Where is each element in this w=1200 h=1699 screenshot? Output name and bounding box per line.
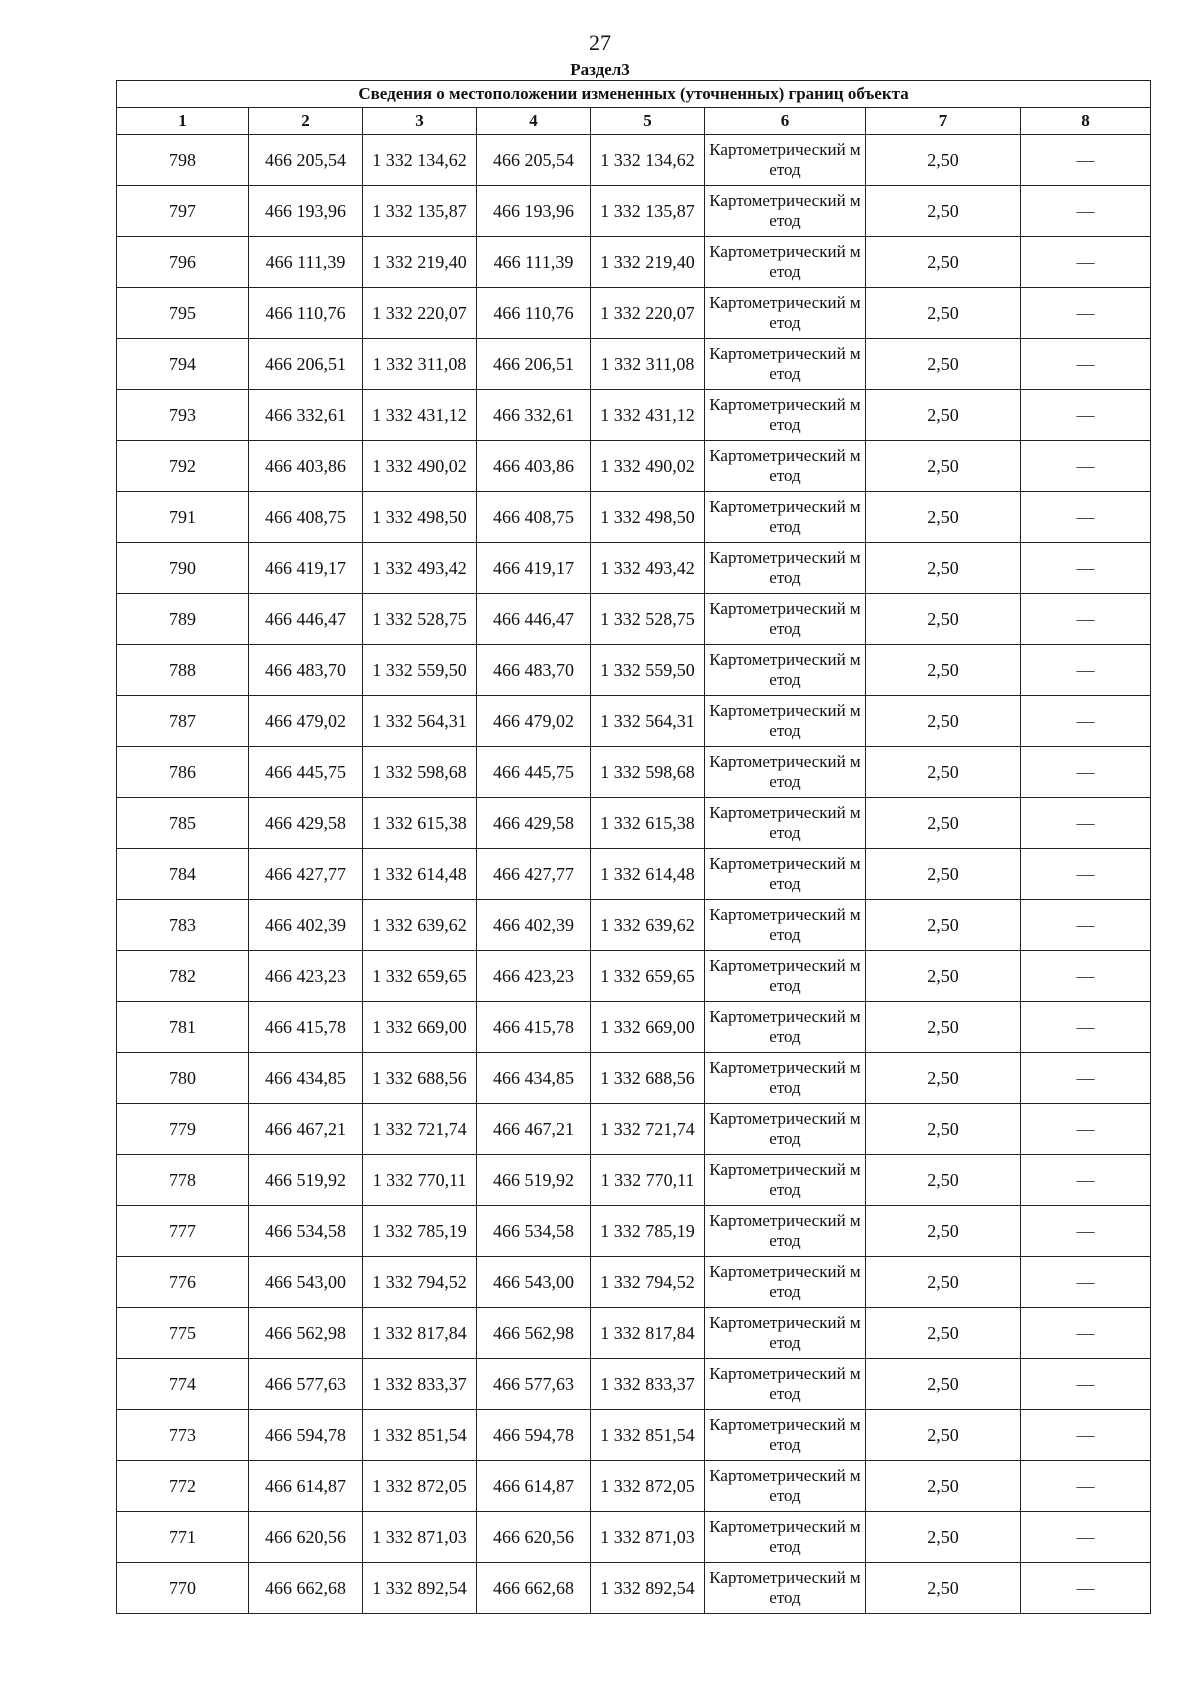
cell-point-number: 787 — [117, 696, 249, 747]
column-header-4: 4 — [477, 108, 591, 135]
cell-y-existing: 1 332 851,54 — [363, 1410, 477, 1461]
table-row — [117, 1002, 1151, 1053]
table-row — [117, 492, 1151, 543]
cell-x-existing: 466 427,77 — [249, 849, 363, 900]
cell-accuracy: 2,50 — [866, 135, 1021, 186]
cell-y-existing: 1 332 614,48 — [363, 849, 477, 900]
cell-method: Картометрический метод — [705, 237, 866, 288]
cell-y-new: 1 332 134,62 — [591, 135, 705, 186]
cell-accuracy: 2,50 — [866, 1308, 1021, 1359]
cell-x-existing: 466 543,00 — [249, 1257, 363, 1308]
cell-point-number: 780 — [117, 1053, 249, 1104]
cell-x-new: 466 479,02 — [477, 696, 591, 747]
cell-x-new: 466 620,56 — [477, 1512, 591, 1563]
table-row — [117, 1104, 1151, 1155]
cell-description: — — [1021, 747, 1151, 798]
cell-y-existing: 1 332 872,05 — [363, 1461, 477, 1512]
cell-method: Картометрический метод — [705, 1512, 866, 1563]
cell-method: Картометрический метод — [705, 696, 866, 747]
cell-accuracy: 2,50 — [866, 1155, 1021, 1206]
cell-accuracy: 2,50 — [866, 288, 1021, 339]
table-row — [117, 441, 1151, 492]
cell-y-new: 1 332 135,87 — [591, 186, 705, 237]
cell-x-existing: 466 479,02 — [249, 696, 363, 747]
cell-y-existing: 1 332 498,50 — [363, 492, 477, 543]
cell-accuracy: 2,50 — [866, 951, 1021, 1002]
cell-point-number: 772 — [117, 1461, 249, 1512]
cell-description: — — [1021, 1359, 1151, 1410]
cell-point-number: 779 — [117, 1104, 249, 1155]
cell-accuracy: 2,50 — [866, 1206, 1021, 1257]
cell-description: — — [1021, 339, 1151, 390]
column-header-row — [117, 108, 1151, 135]
table-row — [117, 951, 1151, 1002]
cell-method: Картометрический метод — [705, 1461, 866, 1512]
cell-description: — — [1021, 849, 1151, 900]
cell-y-existing: 1 332 817,84 — [363, 1308, 477, 1359]
cell-y-new: 1 332 721,74 — [591, 1104, 705, 1155]
cell-method: Картометрический метод — [705, 390, 866, 441]
cell-point-number: 798 — [117, 135, 249, 186]
cell-description: — — [1021, 900, 1151, 951]
coordinates-table — [116, 80, 1151, 1614]
cell-accuracy: 2,50 — [866, 186, 1021, 237]
cell-y-new: 1 332 431,12 — [591, 390, 705, 441]
cell-y-new: 1 332 528,75 — [591, 594, 705, 645]
cell-y-existing: 1 332 770,11 — [363, 1155, 477, 1206]
cell-x-new: 466 543,00 — [477, 1257, 591, 1308]
cell-y-existing: 1 332 892,54 — [363, 1563, 477, 1614]
cell-method: Картометрический метод — [705, 1410, 866, 1461]
cell-description: — — [1021, 390, 1151, 441]
cell-y-new: 1 332 817,84 — [591, 1308, 705, 1359]
cell-x-new: 466 205,54 — [477, 135, 591, 186]
cell-x-new: 466 594,78 — [477, 1410, 591, 1461]
cell-method: Картометрический метод — [705, 288, 866, 339]
cell-accuracy: 2,50 — [866, 594, 1021, 645]
cell-description: — — [1021, 1563, 1151, 1614]
cell-x-existing: 466 403,86 — [249, 441, 363, 492]
cell-description: — — [1021, 1053, 1151, 1104]
cell-y-new: 1 332 688,56 — [591, 1053, 705, 1104]
cell-x-existing: 466 205,54 — [249, 135, 363, 186]
cell-y-new: 1 332 770,11 — [591, 1155, 705, 1206]
cell-point-number: 778 — [117, 1155, 249, 1206]
cell-y-existing: 1 332 220,07 — [363, 288, 477, 339]
table-row — [117, 135, 1151, 186]
cell-accuracy: 2,50 — [866, 390, 1021, 441]
cell-description: — — [1021, 441, 1151, 492]
cell-y-new: 1 332 598,68 — [591, 747, 705, 798]
cell-x-existing: 466 434,85 — [249, 1053, 363, 1104]
cell-accuracy: 2,50 — [866, 339, 1021, 390]
cell-y-existing: 1 332 311,08 — [363, 339, 477, 390]
table-row — [117, 288, 1151, 339]
cell-x-existing: 466 446,47 — [249, 594, 363, 645]
cell-y-existing: 1 332 490,02 — [363, 441, 477, 492]
cell-point-number: 789 — [117, 594, 249, 645]
cell-x-new: 466 662,68 — [477, 1563, 591, 1614]
cell-method: Картометрический метод — [705, 1002, 866, 1053]
cell-accuracy: 2,50 — [866, 696, 1021, 747]
cell-x-existing: 466 467,21 — [249, 1104, 363, 1155]
cell-point-number: 771 — [117, 1512, 249, 1563]
table-row — [117, 237, 1151, 288]
cell-method: Картометрический метод — [705, 1359, 866, 1410]
cell-x-existing: 466 662,68 — [249, 1563, 363, 1614]
cell-point-number: 791 — [117, 492, 249, 543]
cell-y-existing: 1 332 833,37 — [363, 1359, 477, 1410]
cell-y-new: 1 332 851,54 — [591, 1410, 705, 1461]
cell-x-new: 466 415,78 — [477, 1002, 591, 1053]
cell-y-new: 1 332 559,50 — [591, 645, 705, 696]
cell-description: — — [1021, 1257, 1151, 1308]
cell-method: Картометрический метод — [705, 1308, 866, 1359]
cell-description: — — [1021, 186, 1151, 237]
cell-x-existing: 466 562,98 — [249, 1308, 363, 1359]
cell-x-existing: 466 620,56 — [249, 1512, 363, 1563]
cell-x-existing: 466 577,63 — [249, 1359, 363, 1410]
cell-point-number: 783 — [117, 900, 249, 951]
cell-description: — — [1021, 1512, 1151, 1563]
cell-method: Картометрический метод — [705, 798, 866, 849]
cell-x-existing: 466 193,96 — [249, 186, 363, 237]
cell-x-existing: 466 534,58 — [249, 1206, 363, 1257]
cell-method: Картометрический метод — [705, 1257, 866, 1308]
cell-y-existing: 1 332 493,42 — [363, 543, 477, 594]
cell-method: Картометрический метод — [705, 135, 866, 186]
cell-y-new: 1 332 871,03 — [591, 1512, 705, 1563]
table-row — [117, 543, 1151, 594]
cell-description: — — [1021, 645, 1151, 696]
cell-point-number: 794 — [117, 339, 249, 390]
cell-y-existing: 1 332 688,56 — [363, 1053, 477, 1104]
cell-x-existing: 466 423,23 — [249, 951, 363, 1002]
cell-y-new: 1 332 639,62 — [591, 900, 705, 951]
cell-y-new: 1 332 498,50 — [591, 492, 705, 543]
cell-x-new: 466 427,77 — [477, 849, 591, 900]
cell-y-existing: 1 332 564,31 — [363, 696, 477, 747]
cell-method: Картометрический метод — [705, 441, 866, 492]
cell-y-existing: 1 332 794,52 — [363, 1257, 477, 1308]
cell-description: — — [1021, 1461, 1151, 1512]
cell-description: — — [1021, 1104, 1151, 1155]
cell-accuracy: 2,50 — [866, 492, 1021, 543]
cell-point-number: 774 — [117, 1359, 249, 1410]
cell-accuracy: 2,50 — [866, 1359, 1021, 1410]
cell-x-existing: 466 111,39 — [249, 237, 363, 288]
cell-point-number: 773 — [117, 1410, 249, 1461]
cell-point-number: 785 — [117, 798, 249, 849]
column-header-2: 2 — [249, 108, 363, 135]
cell-x-existing: 466 110,76 — [249, 288, 363, 339]
cell-y-new: 1 332 493,42 — [591, 543, 705, 594]
cell-description: — — [1021, 135, 1151, 186]
cell-y-existing: 1 332 669,00 — [363, 1002, 477, 1053]
cell-description: — — [1021, 288, 1151, 339]
cell-x-existing: 466 445,75 — [249, 747, 363, 798]
cell-x-existing: 466 519,92 — [249, 1155, 363, 1206]
cell-point-number: 784 — [117, 849, 249, 900]
table-row — [117, 645, 1151, 696]
table-caption: Сведения о местоположении измененных (уточненных) границ объекта — [117, 81, 1151, 108]
cell-x-new: 466 429,58 — [477, 798, 591, 849]
cell-accuracy: 2,50 — [866, 1002, 1021, 1053]
cell-method: Картометрический метод — [705, 339, 866, 390]
table-row — [117, 849, 1151, 900]
cell-x-new: 466 434,85 — [477, 1053, 591, 1104]
cell-method: Картометрический метод — [705, 492, 866, 543]
column-header-5: 5 — [591, 108, 705, 135]
cell-point-number: 777 — [117, 1206, 249, 1257]
cell-method: Картометрический метод — [705, 747, 866, 798]
table-row — [117, 186, 1151, 237]
cell-y-existing: 1 332 785,19 — [363, 1206, 477, 1257]
table-row — [117, 1512, 1151, 1563]
cell-point-number: 782 — [117, 951, 249, 1002]
cell-accuracy: 2,50 — [866, 1512, 1021, 1563]
cell-x-new: 466 577,63 — [477, 1359, 591, 1410]
cell-x-existing: 466 415,78 — [249, 1002, 363, 1053]
cell-description: — — [1021, 1206, 1151, 1257]
cell-point-number: 788 — [117, 645, 249, 696]
cell-y-new: 1 332 311,08 — [591, 339, 705, 390]
cell-description: — — [1021, 543, 1151, 594]
cell-x-new: 466 446,47 — [477, 594, 591, 645]
cell-y-existing: 1 332 431,12 — [363, 390, 477, 441]
cell-accuracy: 2,50 — [866, 237, 1021, 288]
cell-point-number: 793 — [117, 390, 249, 441]
cell-x-existing: 466 614,87 — [249, 1461, 363, 1512]
cell-y-new: 1 332 219,40 — [591, 237, 705, 288]
cell-x-new: 466 332,61 — [477, 390, 591, 441]
cell-accuracy: 2,50 — [866, 441, 1021, 492]
cell-method: Картометрический метод — [705, 543, 866, 594]
cell-x-new: 466 403,86 — [477, 441, 591, 492]
table-row — [117, 900, 1151, 951]
cell-y-new: 1 332 892,54 — [591, 1563, 705, 1614]
cell-description: — — [1021, 237, 1151, 288]
cell-y-new: 1 332 220,07 — [591, 288, 705, 339]
column-header-1: 1 — [117, 108, 249, 135]
cell-accuracy: 2,50 — [866, 1461, 1021, 1512]
cell-accuracy: 2,50 — [866, 1257, 1021, 1308]
table-row — [117, 1461, 1151, 1512]
cell-point-number: 792 — [117, 441, 249, 492]
cell-method: Картометрический метод — [705, 645, 866, 696]
cell-method: Картометрический метод — [705, 1053, 866, 1104]
cell-description: — — [1021, 1410, 1151, 1461]
cell-point-number: 797 — [117, 186, 249, 237]
cell-x-new: 466 110,76 — [477, 288, 591, 339]
cell-point-number: 786 — [117, 747, 249, 798]
cell-point-number: 770 — [117, 1563, 249, 1614]
column-header-7: 7 — [866, 108, 1021, 135]
cell-x-new: 466 408,75 — [477, 492, 591, 543]
cell-x-existing: 466 594,78 — [249, 1410, 363, 1461]
table-row — [117, 1155, 1151, 1206]
cell-x-new: 466 111,39 — [477, 237, 591, 288]
table-row — [117, 1257, 1151, 1308]
cell-x-new: 466 519,92 — [477, 1155, 591, 1206]
cell-accuracy: 2,50 — [866, 645, 1021, 696]
table-body — [117, 135, 1151, 1614]
cell-x-new: 466 423,23 — [477, 951, 591, 1002]
table-row — [117, 1206, 1151, 1257]
column-header-3: 3 — [363, 108, 477, 135]
cell-method: Картометрический метод — [705, 1104, 866, 1155]
table-row — [117, 1410, 1151, 1461]
cell-x-new: 466 483,70 — [477, 645, 591, 696]
cell-point-number: 781 — [117, 1002, 249, 1053]
table-row — [117, 390, 1151, 441]
table-row — [117, 1359, 1151, 1410]
cell-y-new: 1 332 490,02 — [591, 441, 705, 492]
cell-method: Картометрический метод — [705, 900, 866, 951]
cell-y-existing: 1 332 135,87 — [363, 186, 477, 237]
cell-accuracy: 2,50 — [866, 747, 1021, 798]
cell-x-existing: 466 402,39 — [249, 900, 363, 951]
cell-point-number: 795 — [117, 288, 249, 339]
table-row — [117, 696, 1151, 747]
cell-description: — — [1021, 696, 1151, 747]
cell-y-new: 1 332 669,00 — [591, 1002, 705, 1053]
cell-accuracy: 2,50 — [866, 1104, 1021, 1155]
cell-method: Картометрический метод — [705, 1563, 866, 1614]
cell-x-existing: 466 429,58 — [249, 798, 363, 849]
cell-y-existing: 1 332 559,50 — [363, 645, 477, 696]
cell-description: — — [1021, 492, 1151, 543]
cell-point-number: 796 — [117, 237, 249, 288]
cell-x-new: 466 206,51 — [477, 339, 591, 390]
cell-method: Картометрический метод — [705, 186, 866, 237]
cell-y-existing: 1 332 615,38 — [363, 798, 477, 849]
cell-accuracy: 2,50 — [866, 849, 1021, 900]
column-header-6: 6 — [705, 108, 866, 135]
section-title: Раздел3 — [570, 60, 630, 79]
cell-method: Картометрический метод — [705, 849, 866, 900]
cell-x-new: 466 419,17 — [477, 543, 591, 594]
table-row — [117, 1053, 1151, 1104]
cell-y-existing: 1 332 598,68 — [363, 747, 477, 798]
cell-y-new: 1 332 615,38 — [591, 798, 705, 849]
cell-method: Картометрический метод — [705, 594, 866, 645]
cell-y-new: 1 332 785,19 — [591, 1206, 705, 1257]
cell-accuracy: 2,50 — [866, 1410, 1021, 1461]
cell-x-new: 466 467,21 — [477, 1104, 591, 1155]
cell-x-existing: 466 206,51 — [249, 339, 363, 390]
cell-point-number: 775 — [117, 1308, 249, 1359]
cell-y-new: 1 332 833,37 — [591, 1359, 705, 1410]
cell-x-new: 466 614,87 — [477, 1461, 591, 1512]
cell-description: — — [1021, 951, 1151, 1002]
cell-y-new: 1 332 872,05 — [591, 1461, 705, 1512]
table-row — [117, 594, 1151, 645]
cell-y-existing: 1 332 528,75 — [363, 594, 477, 645]
cell-point-number: 790 — [117, 543, 249, 594]
cell-x-new: 466 534,58 — [477, 1206, 591, 1257]
cell-accuracy: 2,50 — [866, 798, 1021, 849]
cell-y-new: 1 332 564,31 — [591, 696, 705, 747]
cell-x-existing: 466 408,75 — [249, 492, 363, 543]
cell-description: — — [1021, 1155, 1151, 1206]
cell-y-new: 1 332 614,48 — [591, 849, 705, 900]
cell-x-existing: 466 419,17 — [249, 543, 363, 594]
cell-y-existing: 1 332 721,74 — [363, 1104, 477, 1155]
table-row — [117, 1308, 1151, 1359]
table-row — [117, 747, 1151, 798]
cell-y-new: 1 332 659,65 — [591, 951, 705, 1002]
cell-y-existing: 1 332 659,65 — [363, 951, 477, 1002]
column-header-8: 8 — [1021, 108, 1151, 135]
cell-y-existing: 1 332 871,03 — [363, 1512, 477, 1563]
cell-y-new: 1 332 794,52 — [591, 1257, 705, 1308]
cell-point-number: 776 — [117, 1257, 249, 1308]
page-number: 27 — [589, 30, 611, 55]
cell-y-existing: 1 332 134,62 — [363, 135, 477, 186]
cell-x-existing: 466 332,61 — [249, 390, 363, 441]
cell-y-existing: 1 332 639,62 — [363, 900, 477, 951]
cell-accuracy: 2,50 — [866, 543, 1021, 594]
cell-description: — — [1021, 1308, 1151, 1359]
cell-x-new: 466 402,39 — [477, 900, 591, 951]
table-row — [117, 1563, 1151, 1614]
table-row — [117, 798, 1151, 849]
cell-accuracy: 2,50 — [866, 900, 1021, 951]
cell-description: — — [1021, 594, 1151, 645]
cell-accuracy: 2,50 — [866, 1053, 1021, 1104]
cell-method: Картометрический метод — [705, 951, 866, 1002]
cell-description: — — [1021, 798, 1151, 849]
cell-x-new: 466 193,96 — [477, 186, 591, 237]
table-row — [117, 339, 1151, 390]
cell-method: Картометрический метод — [705, 1206, 866, 1257]
cell-x-existing: 466 483,70 — [249, 645, 363, 696]
cell-accuracy: 2,50 — [866, 1563, 1021, 1614]
cell-x-new: 466 445,75 — [477, 747, 591, 798]
cell-method: Картометрический метод — [705, 1155, 866, 1206]
cell-y-existing: 1 332 219,40 — [363, 237, 477, 288]
cell-x-new: 466 562,98 — [477, 1308, 591, 1359]
cell-description: — — [1021, 1002, 1151, 1053]
